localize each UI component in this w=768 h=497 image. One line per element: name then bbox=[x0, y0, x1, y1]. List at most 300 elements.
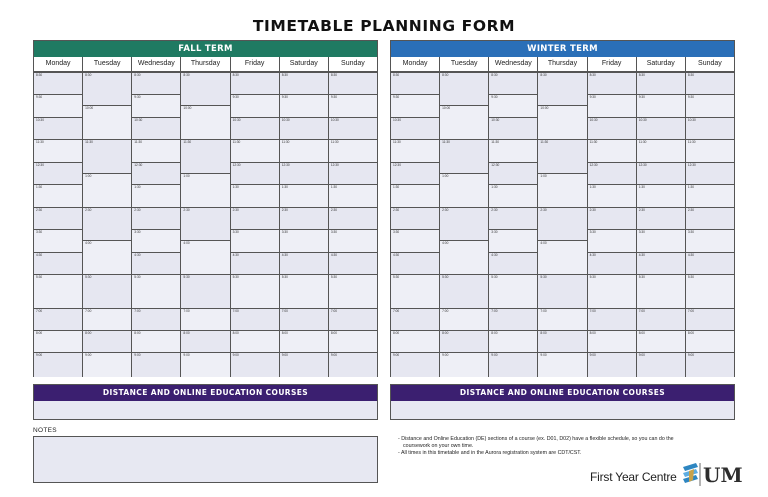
fall-slot-wednesday-5[interactable] bbox=[132, 184, 180, 207]
winter-slot-friday-0[interactable] bbox=[588, 72, 636, 94]
time-label: 2:30 bbox=[442, 208, 449, 212]
fall-slot-saturday-11[interactable] bbox=[280, 330, 328, 352]
winter-slot-tuesday-6[interactable] bbox=[440, 274, 488, 308]
winter-slot-saturday-1[interactable] bbox=[637, 94, 685, 117]
winter-slot-saturday-3[interactable] bbox=[637, 139, 685, 162]
time-label: 9:30 bbox=[687, 95, 695, 99]
fall-slot-sunday-9[interactable] bbox=[329, 274, 377, 308]
time-label: 2:30 bbox=[281, 208, 288, 212]
fall-slot-friday-6[interactable] bbox=[231, 207, 279, 229]
fall-slot-tuesday-8[interactable] bbox=[83, 330, 131, 352]
fall-day-headers bbox=[34, 57, 377, 72]
winter-slot-thursday-0[interactable] bbox=[538, 72, 586, 105]
time-label: 7:00 bbox=[589, 309, 596, 313]
winter-column-friday bbox=[587, 72, 636, 377]
winter-slot-sunday-8[interactable] bbox=[686, 252, 734, 274]
fall-day-header-sunday: Sunday bbox=[328, 57, 377, 71]
time-label: 1:30 bbox=[491, 185, 498, 189]
time-label: 11:30 bbox=[36, 140, 44, 144]
fall-slot-sunday-1[interactable] bbox=[329, 94, 377, 117]
fall-slot-monday-3[interactable] bbox=[34, 139, 82, 162]
winter-slot-monday-11[interactable] bbox=[391, 330, 439, 352]
winter-slot-tuesday-2[interactable] bbox=[440, 139, 488, 173]
winter-slot-wednesday-5[interactable] bbox=[489, 184, 537, 207]
winter-slot-thursday-7[interactable] bbox=[538, 308, 586, 330]
time-label: 10:30 bbox=[393, 118, 401, 122]
time-label: 12:30 bbox=[687, 163, 696, 167]
time-label: 9:30 bbox=[589, 95, 596, 99]
winter-slot-saturday-8[interactable] bbox=[637, 252, 685, 274]
winter-slot-saturday-2[interactable] bbox=[637, 117, 685, 139]
winter-day-header-thursday: Thursday bbox=[537, 57, 586, 71]
winter-slot-thursday-3[interactable] bbox=[538, 173, 586, 207]
time-label: 2:30 bbox=[589, 208, 596, 212]
time-label: 5:30 bbox=[540, 275, 547, 279]
time-label: 8:00 bbox=[134, 331, 141, 335]
winter-slot-thursday-1[interactable] bbox=[538, 105, 586, 139]
time-label: 8:00 bbox=[540, 331, 547, 335]
time-label: 10:30 bbox=[638, 118, 647, 122]
fall-slot-monday-0[interactable] bbox=[34, 72, 82, 94]
winter-slot-saturday-9[interactable] bbox=[637, 274, 685, 308]
winter-slot-saturday-7[interactable] bbox=[637, 229, 685, 252]
fall-slot-monday-7[interactable] bbox=[34, 229, 82, 252]
time-label: 2:30 bbox=[36, 208, 43, 212]
winter-slot-tuesday-5[interactable] bbox=[440, 240, 488, 274]
time-label: 8:00 bbox=[183, 331, 190, 335]
fall-slot-tuesday-3[interactable] bbox=[83, 173, 131, 207]
fall-slot-saturday-3[interactable] bbox=[280, 139, 328, 162]
fall-slot-wednesday-6[interactable] bbox=[132, 207, 180, 229]
winter-slot-saturday-6[interactable] bbox=[637, 207, 685, 229]
winter-slot-tuesday-3[interactable] bbox=[440, 173, 488, 207]
fall-slot-wednesday-12[interactable] bbox=[132, 352, 180, 377]
fall-slot-monday-12[interactable] bbox=[34, 352, 82, 377]
winter-slot-wednesday-11[interactable] bbox=[489, 330, 537, 352]
fall-slot-monday-2[interactable] bbox=[34, 117, 82, 139]
fall-slot-sunday-3[interactable] bbox=[329, 139, 377, 162]
winter-slot-wednesday-3[interactable] bbox=[489, 139, 537, 162]
fall-slot-wednesday-2[interactable] bbox=[132, 117, 180, 139]
time-label: 5:30 bbox=[134, 275, 141, 279]
fall-slot-saturday-9[interactable] bbox=[280, 274, 328, 308]
time-label: 11:30 bbox=[393, 140, 401, 144]
winter-slot-sunday-6[interactable] bbox=[686, 207, 734, 229]
winter-slot-tuesday-7[interactable] bbox=[440, 308, 488, 330]
fall-slot-monday-9[interactable] bbox=[34, 274, 82, 308]
fall-distance-education-box bbox=[33, 384, 378, 420]
fall-term-grid bbox=[33, 40, 378, 377]
winter-slot-wednesday-4[interactable] bbox=[489, 162, 537, 184]
fall-slot-friday-12[interactable] bbox=[231, 352, 279, 377]
time-label: 2:30 bbox=[540, 208, 547, 212]
winter-slot-friday-7[interactable] bbox=[588, 229, 636, 252]
winter-slot-thursday-6[interactable] bbox=[538, 274, 586, 308]
time-label: 7:00 bbox=[232, 309, 239, 313]
fall-slot-sunday-4[interactable] bbox=[329, 162, 377, 184]
winter-slot-monday-5[interactable] bbox=[391, 184, 439, 207]
winter-slot-monday-6[interactable] bbox=[391, 207, 439, 229]
fall-slot-thursday-4[interactable] bbox=[181, 207, 229, 240]
time-label: 7:00 bbox=[134, 309, 141, 313]
winter-slot-tuesday-4[interactable] bbox=[440, 207, 488, 240]
winter-slot-wednesday-1[interactable] bbox=[489, 94, 537, 117]
fall-slot-saturday-7[interactable] bbox=[280, 229, 328, 252]
winter-slot-monday-7[interactable] bbox=[391, 229, 439, 252]
time-label: 5:30 bbox=[183, 275, 190, 279]
time-label: 1:30 bbox=[134, 185, 141, 189]
winter-slot-friday-3[interactable] bbox=[588, 139, 636, 162]
winter-distance-heading: DISTANCE AND ONLINE EDUCATION COURSES bbox=[391, 385, 734, 401]
fall-slot-saturday-4[interactable] bbox=[280, 162, 328, 184]
winter-slot-sunday-2[interactable] bbox=[686, 117, 734, 139]
time-label: 1:00 bbox=[85, 174, 92, 178]
fall-slot-wednesday-11[interactable] bbox=[132, 330, 180, 352]
time-label: 8:30 bbox=[85, 73, 92, 77]
winter-slot-monday-9[interactable] bbox=[391, 274, 439, 308]
fall-slot-friday-4[interactable] bbox=[231, 162, 279, 184]
time-label: 3:30 bbox=[491, 230, 498, 234]
winter-slot-sunday-11[interactable] bbox=[686, 330, 734, 352]
winter-slot-wednesday-6[interactable] bbox=[489, 207, 537, 229]
winter-slot-monday-1[interactable] bbox=[391, 94, 439, 117]
time-label: 2:30 bbox=[330, 208, 338, 212]
time-label: 7:00 bbox=[540, 309, 547, 313]
winter-slot-monday-4[interactable] bbox=[391, 162, 439, 184]
fall-slot-saturday-5[interactable] bbox=[280, 184, 328, 207]
time-label: 7:00 bbox=[330, 309, 338, 313]
time-label: 8:30 bbox=[442, 73, 449, 77]
winter-day-headers bbox=[391, 57, 734, 72]
fall-slot-saturday-10[interactable] bbox=[280, 308, 328, 330]
time-label: 8:30 bbox=[134, 73, 141, 77]
fall-slot-thursday-1[interactable] bbox=[181, 105, 229, 139]
fall-slot-saturday-1[interactable] bbox=[280, 94, 328, 117]
fall-slot-friday-8[interactable] bbox=[231, 252, 279, 274]
time-label: 8:30 bbox=[183, 73, 190, 77]
time-label: 11:30 bbox=[281, 140, 290, 144]
time-label: 1:30 bbox=[330, 185, 338, 189]
time-label: 12:30 bbox=[589, 163, 598, 167]
fall-slot-monday-1[interactable] bbox=[34, 94, 82, 117]
fall-slot-saturday-8[interactable] bbox=[280, 252, 328, 274]
time-label: 5:30 bbox=[687, 275, 695, 279]
fall-slot-thursday-2[interactable] bbox=[181, 139, 229, 173]
winter-slot-monday-0[interactable] bbox=[391, 72, 439, 94]
winter-slot-friday-1[interactable] bbox=[588, 94, 636, 117]
time-label: 7:00 bbox=[281, 309, 288, 313]
time-label: 12:30 bbox=[281, 163, 290, 167]
fall-slot-wednesday-8[interactable] bbox=[132, 252, 180, 274]
fall-slot-friday-3[interactable] bbox=[231, 139, 279, 162]
time-label: 8:30 bbox=[638, 73, 645, 77]
time-label: 8:30 bbox=[687, 73, 695, 77]
fall-slot-monday-6[interactable] bbox=[34, 207, 82, 229]
time-label: 3:30 bbox=[638, 230, 645, 234]
fall-slot-sunday-8[interactable] bbox=[329, 252, 377, 274]
fall-slot-thursday-8[interactable] bbox=[181, 330, 229, 352]
fall-column-monday bbox=[34, 72, 82, 377]
fall-slot-monday-8[interactable] bbox=[34, 252, 82, 274]
time-label: 5:30 bbox=[36, 275, 43, 279]
fall-distance-heading: DISTANCE AND ONLINE EDUCATION COURSES bbox=[34, 385, 377, 401]
time-label: 10:30 bbox=[491, 118, 500, 122]
time-label: 8:00 bbox=[36, 331, 43, 335]
time-label: 4:30 bbox=[638, 253, 645, 257]
winter-column-sunday bbox=[685, 72, 734, 377]
info-item-distance: - Distance and Online Education (DE) sections of a course (ex. D01, D02) have a flexible schedule, so you can do the coursework on your own time. bbox=[398, 436, 674, 449]
time-label: 8:00 bbox=[589, 331, 596, 335]
fall-slot-wednesday-4[interactable] bbox=[132, 162, 180, 184]
winter-slot-wednesday-10[interactable] bbox=[489, 308, 537, 330]
winter-slot-sunday-7[interactable] bbox=[686, 229, 734, 252]
winter-slot-monday-10[interactable] bbox=[391, 308, 439, 330]
time-label: 5:30 bbox=[281, 275, 288, 279]
fall-slot-monday-11[interactable] bbox=[34, 330, 82, 352]
time-label: 8:30 bbox=[540, 73, 547, 77]
winter-slot-sunday-5[interactable] bbox=[686, 184, 734, 207]
time-label: 9:00 bbox=[442, 353, 449, 357]
time-label: 11:30 bbox=[442, 140, 450, 144]
winter-slot-wednesday-0[interactable] bbox=[489, 72, 537, 94]
winter-slot-monday-2[interactable] bbox=[391, 117, 439, 139]
time-label: 9:00 bbox=[330, 353, 338, 357]
time-label: 4:30 bbox=[491, 253, 498, 257]
time-label: 7:00 bbox=[85, 309, 92, 313]
time-label: 11:30 bbox=[134, 140, 143, 144]
fall-slot-thursday-0[interactable] bbox=[181, 72, 229, 105]
fall-slot-monday-4[interactable] bbox=[34, 162, 82, 184]
winter-slot-saturday-12[interactable] bbox=[637, 352, 685, 377]
time-label: 10:30 bbox=[330, 118, 339, 122]
fall-slot-thursday-6[interactable] bbox=[181, 274, 229, 308]
winter-slot-friday-10[interactable] bbox=[588, 308, 636, 330]
winter-slot-saturday-0[interactable] bbox=[637, 72, 685, 94]
fall-slot-saturday-12[interactable] bbox=[280, 352, 328, 377]
time-label: 10:30 bbox=[232, 118, 241, 122]
time-label: 8:30 bbox=[393, 73, 400, 77]
time-label: 12:30 bbox=[330, 163, 339, 167]
fall-slot-tuesday-6[interactable] bbox=[83, 274, 131, 308]
time-label: 1:30 bbox=[393, 185, 400, 189]
time-label: 4:30 bbox=[589, 253, 596, 257]
fall-column-friday bbox=[230, 72, 279, 377]
winter-slot-wednesday-9[interactable] bbox=[489, 274, 537, 308]
winter-slot-wednesday-12[interactable] bbox=[489, 352, 537, 377]
fall-slot-thursday-3[interactable] bbox=[181, 173, 229, 207]
winter-slot-monday-8[interactable] bbox=[391, 252, 439, 274]
fall-term-header: FALL TERM bbox=[34, 41, 377, 57]
time-label: 8:30 bbox=[589, 73, 596, 77]
fall-slot-saturday-0[interactable] bbox=[280, 72, 328, 94]
winter-slot-sunday-9[interactable] bbox=[686, 274, 734, 308]
fall-slot-saturday-6[interactable] bbox=[280, 207, 328, 229]
fall-day-header-monday: Monday bbox=[45, 60, 71, 67]
time-label: 11:30 bbox=[232, 140, 241, 144]
time-label: 4:30 bbox=[134, 253, 141, 257]
fall-slot-tuesday-9[interactable] bbox=[83, 352, 131, 377]
fall-slot-friday-10[interactable] bbox=[231, 308, 279, 330]
time-label: 8:00 bbox=[281, 331, 288, 335]
winter-slot-tuesday-9[interactable] bbox=[440, 352, 488, 377]
fall-slot-friday-5[interactable] bbox=[231, 184, 279, 207]
fall-column-tuesday bbox=[82, 72, 131, 377]
time-label: 4:00 bbox=[183, 241, 190, 245]
time-label: 9:00 bbox=[589, 353, 596, 357]
fall-slot-sunday-10[interactable] bbox=[329, 308, 377, 330]
fall-slot-sunday-0[interactable] bbox=[329, 72, 377, 94]
page-title: TIMETABLE PLANNING FORM bbox=[252, 17, 516, 35]
time-label: 8:00 bbox=[638, 331, 645, 335]
time-label: 10:00 bbox=[540, 106, 549, 110]
time-label: 5:30 bbox=[330, 275, 338, 279]
fall-slot-sunday-12[interactable] bbox=[329, 352, 377, 377]
time-label: 9:00 bbox=[491, 353, 498, 357]
fall-slot-tuesday-7[interactable] bbox=[83, 308, 131, 330]
winter-slot-saturday-11[interactable] bbox=[637, 330, 685, 352]
fall-slot-thursday-5[interactable] bbox=[181, 240, 229, 274]
winter-term-header: WINTER TERM bbox=[391, 41, 734, 57]
fall-slot-wednesday-10[interactable] bbox=[132, 308, 180, 330]
winter-slot-thursday-5[interactable] bbox=[538, 240, 586, 274]
fall-slot-friday-11[interactable] bbox=[231, 330, 279, 352]
winter-slot-tuesday-8[interactable] bbox=[440, 330, 488, 352]
fall-slot-friday-1[interactable] bbox=[231, 94, 279, 117]
fall-slot-friday-9[interactable] bbox=[231, 274, 279, 308]
winter-slot-saturday-10[interactable] bbox=[637, 308, 685, 330]
fall-slot-wednesday-0[interactable] bbox=[132, 72, 180, 94]
winter-slot-friday-2[interactable] bbox=[588, 117, 636, 139]
fall-slot-friday-0[interactable] bbox=[231, 72, 279, 94]
time-label: 7:00 bbox=[183, 309, 190, 313]
winter-slot-friday-4[interactable] bbox=[588, 162, 636, 184]
winter-slot-friday-5[interactable] bbox=[588, 184, 636, 207]
fall-slot-thursday-7[interactable] bbox=[181, 308, 229, 330]
time-label: 12:30 bbox=[491, 163, 500, 167]
notes-label: NOTES bbox=[33, 427, 57, 434]
time-label: 8:00 bbox=[85, 331, 92, 335]
winter-slot-thursday-9[interactable] bbox=[538, 352, 586, 377]
time-label: 12:30 bbox=[232, 163, 241, 167]
time-label: 4:30 bbox=[330, 253, 338, 257]
time-label: 2:30 bbox=[85, 208, 92, 212]
fall-slot-wednesday-9[interactable] bbox=[132, 274, 180, 308]
time-label: 5:30 bbox=[491, 275, 498, 279]
winter-column-monday bbox=[391, 72, 439, 377]
winter-slot-sunday-4[interactable] bbox=[686, 162, 734, 184]
time-label: 9:30 bbox=[638, 95, 645, 99]
fall-slot-friday-2[interactable] bbox=[231, 117, 279, 139]
time-label: 3:30 bbox=[134, 230, 141, 234]
winter-slot-wednesday-2[interactable] bbox=[489, 117, 537, 139]
fall-slot-friday-7[interactable] bbox=[231, 229, 279, 252]
fall-distance-entry-field[interactable] bbox=[34, 401, 377, 419]
fall-column-sunday bbox=[328, 72, 377, 377]
winter-slot-sunday-3[interactable] bbox=[686, 139, 734, 162]
fall-day-header-saturday: Saturday bbox=[279, 57, 328, 71]
fall-slot-monday-10[interactable] bbox=[34, 308, 82, 330]
winter-slot-tuesday-0[interactable] bbox=[440, 72, 488, 105]
time-label: 9:30 bbox=[232, 95, 239, 99]
winter-slot-wednesday-8[interactable] bbox=[489, 252, 537, 274]
fall-slot-wednesday-7[interactable] bbox=[132, 229, 180, 252]
winter-slot-sunday-10[interactable] bbox=[686, 308, 734, 330]
fall-slot-tuesday-0[interactable] bbox=[83, 72, 131, 105]
time-label: 9:00 bbox=[85, 353, 92, 357]
fall-slot-tuesday-4[interactable] bbox=[83, 207, 131, 240]
winter-slot-friday-8[interactable] bbox=[588, 252, 636, 274]
fall-slot-wednesday-1[interactable] bbox=[132, 94, 180, 117]
time-label: 4:00 bbox=[540, 241, 547, 245]
time-label: 9:00 bbox=[134, 353, 141, 357]
fall-slot-sunday-2[interactable] bbox=[329, 117, 377, 139]
fall-slot-thursday-9[interactable] bbox=[181, 352, 229, 377]
winter-slot-sunday-0[interactable] bbox=[686, 72, 734, 94]
fall-slot-sunday-7[interactable] bbox=[329, 229, 377, 252]
fall-slot-sunday-11[interactable] bbox=[329, 330, 377, 352]
time-label: 5:30 bbox=[232, 275, 239, 279]
notes-field[interactable] bbox=[33, 436, 378, 483]
time-label: 4:00 bbox=[85, 241, 92, 245]
fall-day-columns bbox=[34, 72, 377, 377]
winter-slot-saturday-4[interactable] bbox=[637, 162, 685, 184]
winter-slot-friday-11[interactable] bbox=[588, 330, 636, 352]
time-label: 11:30 bbox=[491, 140, 500, 144]
time-label: 9:30 bbox=[281, 95, 288, 99]
winter-distance-entry-field[interactable] bbox=[391, 401, 734, 419]
time-label: 11:30 bbox=[638, 140, 647, 144]
winter-slot-thursday-2[interactable] bbox=[538, 139, 586, 173]
fall-slot-tuesday-5[interactable] bbox=[83, 240, 131, 274]
winter-slot-sunday-1[interactable] bbox=[686, 94, 734, 117]
fall-slot-tuesday-2[interactable] bbox=[83, 139, 131, 173]
time-label: 2:30 bbox=[393, 208, 400, 212]
winter-slot-friday-6[interactable] bbox=[588, 207, 636, 229]
time-label: 12:30 bbox=[393, 163, 401, 167]
winter-slot-friday-9[interactable] bbox=[588, 274, 636, 308]
winter-slot-thursday-4[interactable] bbox=[538, 207, 586, 240]
time-label: 9:30 bbox=[393, 95, 400, 99]
time-label: 3:30 bbox=[36, 230, 43, 234]
fall-slot-wednesday-3[interactable] bbox=[132, 139, 180, 162]
winter-slot-thursday-8[interactable] bbox=[538, 330, 586, 352]
winter-slot-monday-12[interactable] bbox=[391, 352, 439, 377]
time-label: 7:00 bbox=[36, 309, 43, 313]
fall-slot-tuesday-1[interactable] bbox=[83, 105, 131, 139]
time-label: 3:30 bbox=[330, 230, 338, 234]
winter-slot-sunday-12[interactable] bbox=[686, 352, 734, 377]
fall-slot-saturday-2[interactable] bbox=[280, 117, 328, 139]
time-label: 12:30 bbox=[36, 163, 44, 167]
time-label: 10:00 bbox=[442, 106, 451, 110]
fall-slot-sunday-5[interactable] bbox=[329, 184, 377, 207]
time-label: 1:30 bbox=[281, 185, 288, 189]
time-label: 2:30 bbox=[638, 208, 645, 212]
winter-slot-monday-3[interactable] bbox=[391, 139, 439, 162]
time-label: 5:30 bbox=[85, 275, 92, 279]
winter-slot-saturday-5[interactable] bbox=[637, 184, 685, 207]
fall-slot-sunday-6[interactable] bbox=[329, 207, 377, 229]
time-label: 10:30 bbox=[36, 118, 44, 122]
time-label: 1:30 bbox=[36, 185, 43, 189]
time-label: 1:00 bbox=[183, 174, 190, 178]
winter-slot-friday-12[interactable] bbox=[588, 352, 636, 377]
winter-slot-tuesday-1[interactable] bbox=[440, 105, 488, 139]
fall-slot-monday-5[interactable] bbox=[34, 184, 82, 207]
winter-slot-wednesday-7[interactable] bbox=[489, 229, 537, 252]
time-label: 2:30 bbox=[491, 208, 498, 212]
time-label: 8:00 bbox=[687, 331, 695, 335]
